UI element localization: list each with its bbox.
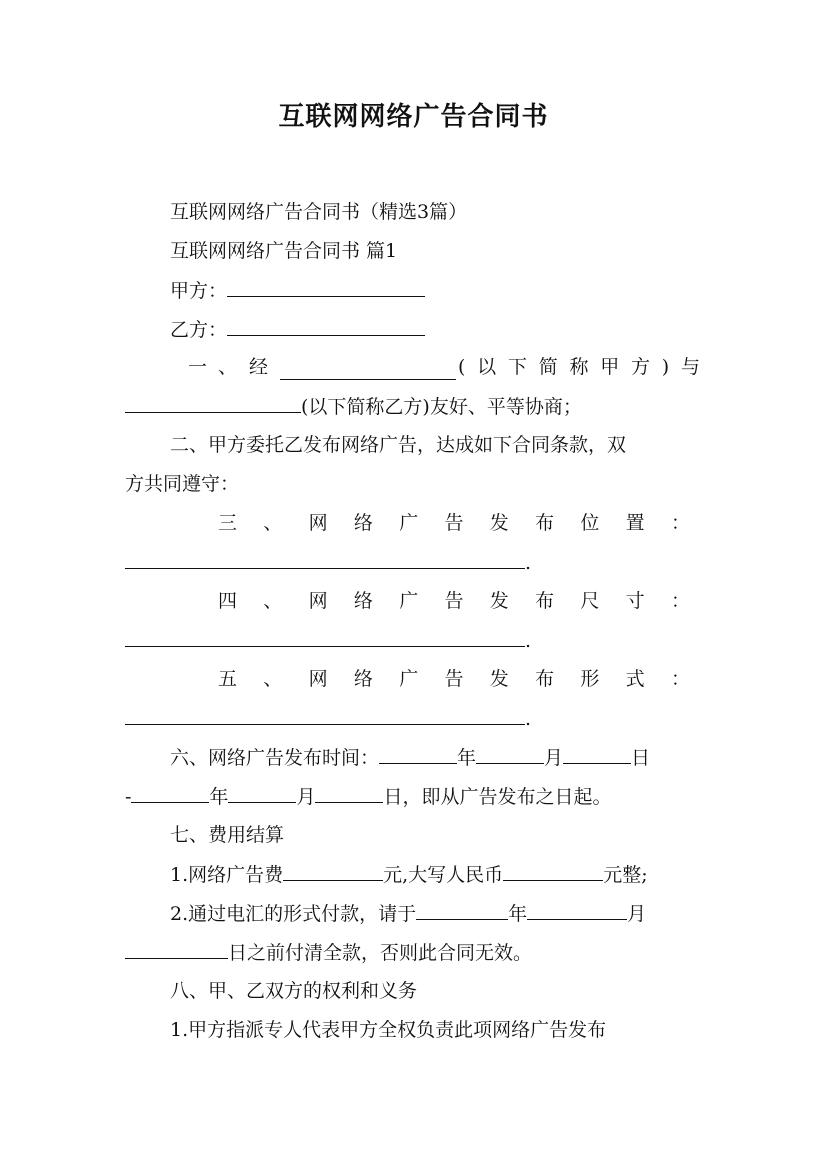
intro-line: 互联网网络广告合同书（精选3篇） xyxy=(170,201,468,223)
char: 发 xyxy=(489,668,509,690)
party-b-blank xyxy=(227,313,425,336)
clause-1-tail xyxy=(458,351,700,383)
char: 告 xyxy=(444,668,464,690)
char: 络 xyxy=(353,512,373,534)
fee-suffix: 元整; xyxy=(603,864,648,886)
clause-1-blank xyxy=(280,357,456,380)
char: 尺 xyxy=(580,590,600,612)
tail-char: 甲 xyxy=(600,356,620,378)
fee-capital-blank xyxy=(503,858,603,881)
clause-4-line-1 xyxy=(0,585,827,617)
clause-8-1: 1.甲方指派专人代表甲方全权负责此项网络广告发布 xyxy=(170,1019,607,1041)
year-blank xyxy=(416,897,508,920)
tail-char: 简 xyxy=(538,356,558,378)
char: 发 xyxy=(489,590,509,612)
year-label: 年 xyxy=(508,903,528,925)
dash: - xyxy=(125,786,132,808)
clause-8-heading: 八、甲、乙双方的权利和义务 xyxy=(170,980,418,1002)
clause-7-heading: 七、费用结算 xyxy=(170,824,285,846)
char: 布 xyxy=(535,668,555,690)
clause-7-2-line-1 xyxy=(170,897,827,929)
clause-4-blank xyxy=(125,624,525,647)
clause-5-text xyxy=(218,663,690,695)
clause-7-2-line-2 xyxy=(125,936,827,968)
char: 布 xyxy=(535,590,555,612)
clause-6-line-1 xyxy=(170,741,827,773)
tail-char: 以 xyxy=(477,356,497,378)
char: 位 xyxy=(580,512,600,534)
clause-6-label: 六、网络广告发布时间： xyxy=(170,747,380,769)
clause-1-line-1 xyxy=(0,351,827,383)
clause-5-line-1 xyxy=(0,663,827,695)
month-label: 月 xyxy=(627,903,647,925)
clause-6-tail: 日，即从广告发布之日起。 xyxy=(383,786,612,808)
document-title: 互联网网络广告合同书 xyxy=(278,102,549,132)
char: 四 xyxy=(218,590,238,612)
year-label: 年 xyxy=(209,786,229,808)
month-label: 月 xyxy=(544,747,564,769)
clause-3-line-1 xyxy=(0,507,827,539)
char: 网 xyxy=(308,668,328,690)
clause-1-char: 经 xyxy=(249,356,269,378)
clause-3-text xyxy=(218,507,690,539)
fee-blank xyxy=(283,858,383,881)
char: 五 xyxy=(218,668,238,690)
clause-5-blank xyxy=(125,702,525,725)
clause-3-blank xyxy=(125,546,525,569)
party-b-label: 乙方： xyxy=(170,319,228,341)
year-blank xyxy=(379,741,457,764)
period: . xyxy=(525,708,532,730)
party-a-blank xyxy=(227,274,425,297)
char: 络 xyxy=(353,668,373,690)
clause-1-char: 、 xyxy=(218,356,238,378)
char: 、 xyxy=(263,512,283,534)
char: 置 xyxy=(625,512,645,534)
clause-7-1 xyxy=(170,858,827,890)
char: 三 xyxy=(218,512,238,534)
clause-5-line-2 xyxy=(125,702,827,734)
char: 式 xyxy=(625,668,645,690)
char: 网 xyxy=(308,512,328,534)
char: 告 xyxy=(444,512,464,534)
char: 广 xyxy=(399,512,419,534)
period: . xyxy=(525,552,532,574)
char: 广 xyxy=(399,668,419,690)
payment-tail: 日之前付清全款，否则此合同无效。 xyxy=(228,942,533,964)
char: 形 xyxy=(580,668,600,690)
clause-1-char: 一 xyxy=(188,356,208,378)
day-blank xyxy=(125,936,228,959)
clause-1-line-2 xyxy=(125,390,827,422)
day-blank xyxy=(315,780,383,803)
char: 广 xyxy=(399,590,419,612)
month-blank xyxy=(228,780,296,803)
char: 发 xyxy=(489,512,509,534)
part-heading: 互联网网络广告合同书 篇1 xyxy=(170,240,398,262)
month-label: 月 xyxy=(296,786,316,808)
month-blank xyxy=(527,897,627,920)
clause-1-text: (以下简称乙方)友好、平等协商； xyxy=(301,396,582,418)
tail-char: ) xyxy=(661,356,670,378)
char: 网 xyxy=(308,590,328,612)
clause-6-line-2 xyxy=(125,780,827,812)
clause-2-line-2: 方共同遵守： xyxy=(125,473,240,495)
day-blank xyxy=(563,741,631,764)
party-b-line xyxy=(170,313,827,345)
char: 络 xyxy=(353,590,373,612)
fee-label: 1.网络广告费 xyxy=(170,864,284,886)
char: 、 xyxy=(263,668,283,690)
clause-4-line-2 xyxy=(125,624,827,656)
clause-2-line-1: 二、甲方委托乙发布网络广告，达成如下合同条款，双 xyxy=(170,434,627,456)
year-blank xyxy=(131,780,209,803)
char: 告 xyxy=(444,590,464,612)
period: . xyxy=(525,630,532,652)
char: ： xyxy=(670,668,690,690)
party-a-line xyxy=(170,274,827,306)
char: ： xyxy=(670,512,690,534)
fee-capital-label: 元,大写人民币 xyxy=(383,864,504,886)
year-label: 年 xyxy=(457,747,477,769)
tail-char: ( xyxy=(458,356,466,378)
tail-char: 下 xyxy=(507,356,527,378)
tail-char: 称 xyxy=(569,356,589,378)
char: 寸 xyxy=(625,590,645,612)
char: 、 xyxy=(263,590,283,612)
tail-char: 方 xyxy=(631,356,651,378)
payment-label: 2.通过电汇的形式付款，请于 xyxy=(170,903,417,925)
party-a-label: 甲方： xyxy=(170,280,228,302)
clause-3-line-2 xyxy=(125,546,827,578)
char: 布 xyxy=(535,512,555,534)
char: ： xyxy=(670,590,690,612)
clause-4-text xyxy=(218,585,690,617)
tail-char: 与 xyxy=(680,356,700,378)
month-blank xyxy=(476,741,544,764)
clause-1-blank-2 xyxy=(125,390,301,413)
day-label: 日 xyxy=(631,747,651,769)
